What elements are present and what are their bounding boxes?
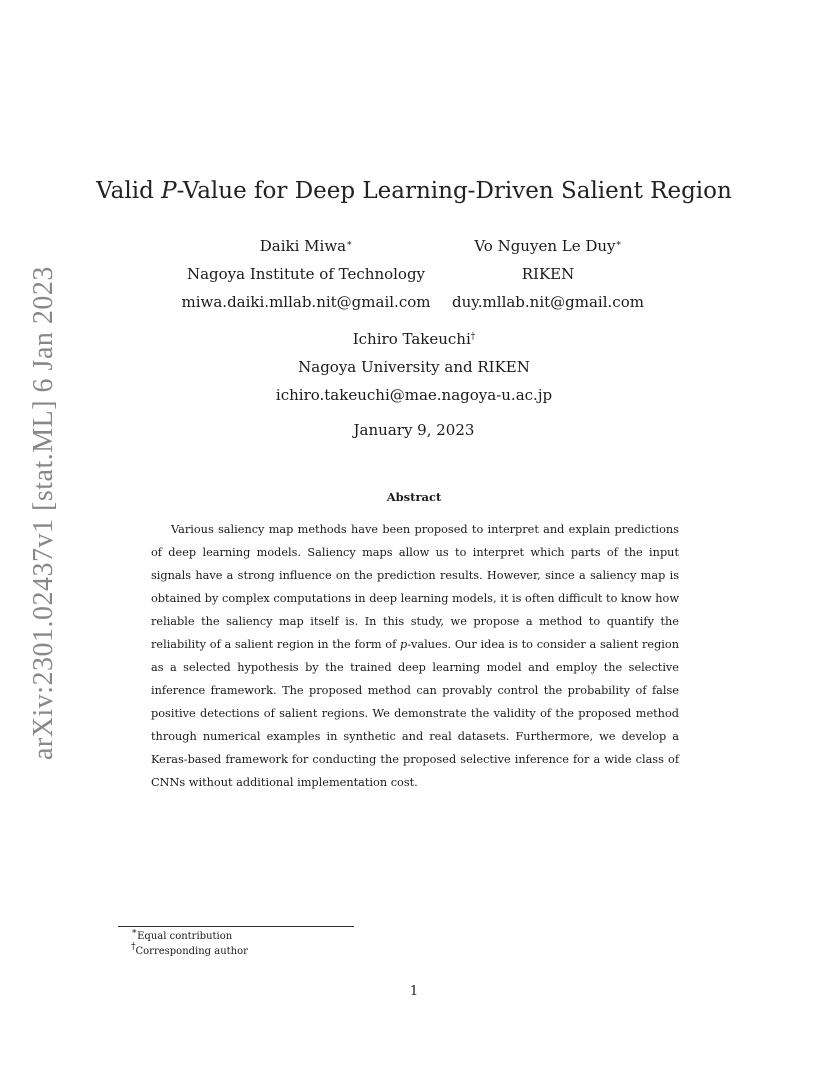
footnote-rule — [118, 926, 354, 927]
title-italic-p: P — [161, 178, 177, 204]
page-number: 1 — [409, 984, 419, 999]
footnote-1: ∗Equal contribution — [131, 927, 233, 942]
author-name: Ichiro Takeuchi† — [352, 330, 476, 348]
abstract-italic-p: p — [400, 638, 408, 651]
author-affiliation: Nagoya Institute of Technology — [186, 265, 426, 283]
author-email: miwa.daiki.mllab.nit@gmail.com — [181, 293, 431, 311]
title-prefix: Valid — [96, 178, 162, 204]
author-email: duy.mllab.nit@gmail.com — [452, 293, 644, 311]
abstract-heading: Abstract — [386, 490, 442, 504]
paper-date: January 9, 2023 — [353, 421, 475, 439]
abstract-text-2: -values. Our idea is to consider a salient region as a selected hypothesis by the trained deep learning model and employ the selective inference framework. The proposed method can provably control the probability of false positive detections of salient regions. We demonstrate the validity of the proposed method through numerical examples in synthetic and real datasets. Furthermore, we develop a Keras-based framework for conducting the proposed selective inference for a wide class of CNNs without additional implementation cost. — [151, 638, 679, 789]
author-block-3 — [0, 325, 828, 409]
author-email: ichiro.takeuchi@mae.nagoya-u.ac.jp — [275, 386, 553, 404]
title-suffix: -Value for Deep Learning-Driven Salient Region — [176, 178, 732, 204]
footnote-2: †Corresponding author — [131, 942, 248, 957]
author-affiliation: Nagoya University and RIKEN — [298, 358, 530, 376]
author-name: Vo Nguyen Le Duy∗ — [474, 237, 622, 255]
paper-title — [0, 178, 828, 204]
author-block-2 — [398, 232, 698, 316]
author-affiliation: RIKEN — [521, 265, 575, 283]
abstract-text-1: Various saliency map methods have been proposed to interpret and explain predictions of deep learning models. Saliency maps allow us to interpret which parts of the input signals have a strong influence on the prediction results. However, since a saliency map is obtained by complex computations in deep learning models, it is often difficult to know how reliable the saliency map itself is. In this study, we propose a method to quantify the reliability of a salient region in the form of — [151, 523, 679, 651]
arxiv-stamp: arXiv:2301.02437v1 [stat.ML] 6 Jan 2023 — [28, 266, 59, 760]
author-name: Daiki Miwa∗ — [259, 237, 353, 255]
abstract-body — [151, 518, 679, 794]
